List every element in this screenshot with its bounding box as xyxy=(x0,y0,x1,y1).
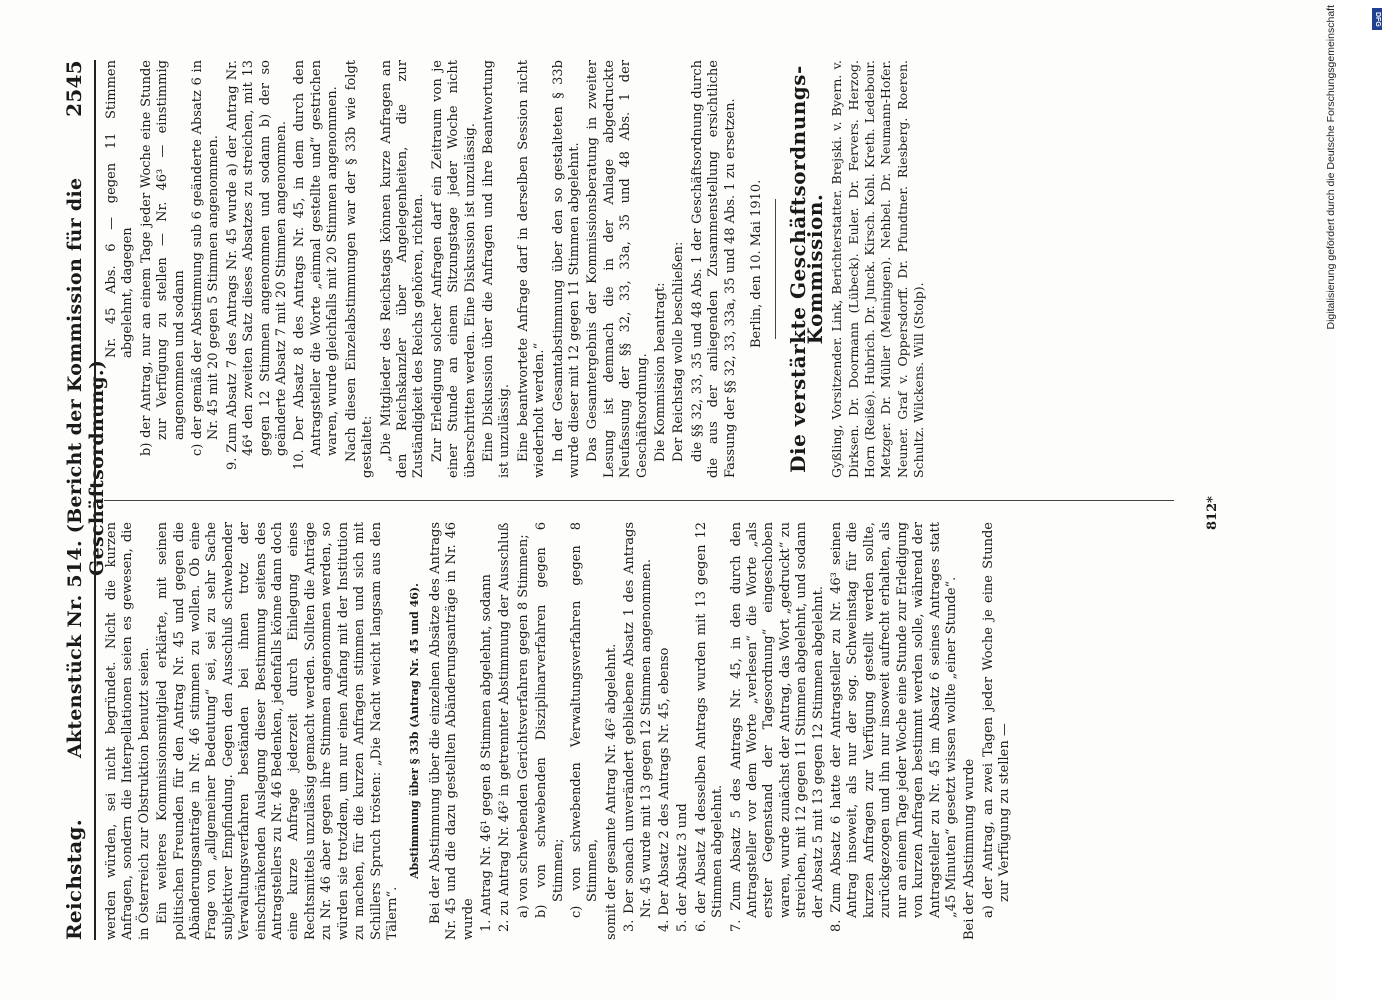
right-column-paragraph: Berlin, den 10. Mai 1910. xyxy=(749,179,765,348)
left-column-paragraph: a) von schwebenden Gerichtsverfahren gegen 8 Stimmen; xyxy=(515,534,531,918)
digitization-credit xyxy=(1325,5,1365,1000)
right-column-paragraph: Eine Diskussion über die Anfragen und ihre Beantwortung ist unzulässig. xyxy=(480,60,513,478)
footer-number: 812* xyxy=(1205,496,1220,530)
right-column-paragraph: In der Gesamtabstimmung über den so gestalteten § 33b wurde dieser mit 12 gegen 11 Stimmen abgelehnt. xyxy=(550,60,582,478)
right-column-paragraph: die §§ 32, 33, 35 und 48 Abs. 1 der Geschäftsordnung durch die aus der anliegenden Zusammenstellung ersichtliche Fassung der §§ 32, 33, 33a, 35 und 48 Abs. 1 zu ersetzen. xyxy=(689,60,738,478)
right-column-paragraph: b) der Antrag, nur an einem Tage jeder Woche eine Stunde zur Verfügung zu stellen — Nr. 46³ — einstimmig angenommen und sodann xyxy=(138,60,187,456)
left-column-paragraph: Abstimmung über § 33b (Antrag Nr. 45 und 46). xyxy=(408,583,422,879)
section-divider xyxy=(775,199,776,339)
left-column-paragraph: Bei der Abstimmung über die einzelnen Absätze des Antrags Nr. 45 und die dazu gestellten Abänderungsanträge in Nr. 46 wurde xyxy=(427,522,476,940)
page-number: 2545 xyxy=(62,60,86,117)
right-column-paragraph: Der Reichstag wolle beschließen: xyxy=(671,241,687,462)
right-column-paragraph: Das Gesamtergebnis der Kommissionsberatung in zweiter Lesung ist demnach die in der Anlage abgedruckte Neufassung der §§ 32, 33, 33a, 35 und 48 Abs. 1 der Geschäftsordnung. xyxy=(585,60,650,478)
header-left: Reichstag. xyxy=(62,818,86,940)
right-column-paragraph: 10. Der Absatz 8 des Antrags Nr. 45, in dem durch den Antragsteller die Worte „einmal gestellte und“ gestrichen waren, wurde gleichfalls mit 20 Stimmen angenommen. xyxy=(292,60,341,470)
column-divider xyxy=(104,500,1174,501)
dfg-logo: DFG xyxy=(1372,8,1382,30)
left-column-paragraph: 2. zu Antrag Nr. 46² in getrennter Abstimmung der Ausschluß xyxy=(497,522,513,932)
left-column-paragraph: 5. der Absatz 3 und xyxy=(675,803,691,932)
left-column-paragraph: somit der gesamte Antrag Nr. 46² abgelehnt. xyxy=(603,643,619,940)
right-column-paragraph: Gyßling, Vorsitzender. Link, Berichterstatter. Brejski. v. Byern. v. Dirksen. Dr. Doormann (Lübeck). Euler. Dr. Fervers. Herzog. Horn (Reiße). Hubrich. Dr. Junck. Kirsch. Kohl. Kreth. Ledebour. Metzger. Dr. Müller (Meiningen). Nehbel. Dr. Neumann-Hofer. Neuner. Graf v. Oppersdorff. Dr. Pfundtner. Riesberg. Roeren. Schultz. Wilckens. Will (Stolp). xyxy=(829,60,927,478)
header-title: Aktenstück Nr. 514. (Bericht der Kommission für die Geschäftsordnung.) xyxy=(64,177,108,759)
right-column-paragraph: Eine beantwortete Anfrage darf in derselben Session nicht wiederholt werden.“ xyxy=(515,60,548,478)
left-column-paragraph: 7. Zum Absatz 5 des Antrags Nr. 45, in den durch den Antragsteller vor dem Worte „verlesen“ die Worte „als erster Gegenstand der Tagesordnung“ eingeschoben waren, wurde zunächst der Antrag, das Wort „gedruckt“ zu streichen, mit 12 gegen 11 Stimmen abgelehnt, und sodann der Absatz 5 mit 13 gegen 12 Stimmen abgelehnt. xyxy=(728,522,826,932)
right-column-paragraph: Die verstärkte Geschäftsordnungs-Kommission. xyxy=(786,65,827,473)
right-column-paragraph: Die Kommission beantragt: xyxy=(653,282,668,462)
left-column-paragraph: a) der Antrag, an zwei Tagen jeder Woche je eine Stunde zur Verfügung zu stellen — xyxy=(980,522,1013,918)
credit-text: Digitalisierung gefördert durch die Deutsche Forschungsgemeinschaft xyxy=(1325,5,1337,330)
left-column-paragraph: 3. Der sonach unverändert gebliebene Absatz 1 des Antrags Nr. 45 wurde mit 13 gegen 12 Stimmen angenommen. xyxy=(622,522,654,932)
right-column-paragraph: Nach diesen Einzelabstimmungen war der § 33b wie folgt gestaltet: xyxy=(343,60,376,478)
right-column-paragraph: 9. Zum Absatz 7 des Antrags Nr. 45 wurde a) der Antrag Nr. 46⁴ den zweiten Satz dieses Absatzes zu streichen, mit 13 gegen 12 Stimmen angenommen und sodann b) der so geänderte Absatz 7 mit 20 Stimmen angenommen. xyxy=(224,60,290,470)
left-column xyxy=(104,522,1184,940)
left-column-paragraph: Bei der Abstimmung wurde xyxy=(962,758,978,940)
right-column-paragraph: c) der gemäß der Abstimmung sub 6 geänderte Absatz 6 in Nr. 45 mit 20 gegen 5 Stimmen angenommen. xyxy=(190,60,222,456)
left-column-paragraph: c) von schwebenden Verwaltungsverfahren gegen 8 Stimmen, xyxy=(568,522,601,918)
left-column-paragraph: werden würden, sei nicht begründet. Nicht die kurzen Anfragen, sondern die Interpellationen seien es gewesen, die in Österreich zur Obstruktion benutzt seien. xyxy=(104,522,152,940)
left-column-paragraph: 4. Der Absatz 2 des Antrags Nr. 45, ebenso xyxy=(657,647,672,932)
left-column-paragraph: Ein weiteres Kommissionsmitglied erklärte, mit seinen politischen Freunden für den Antrag Nr. 45 und gegen die Abänderungsanträge in Nr. 46 stimmen zu wollen. Ob eine Frage von „allgemeiner Bedeutung“ sei, sei zu sehr Sache subjektiver Empfindung. Gegen den Ausschluß schwebender Verwaltungsverfahren beständen bei ihnen trotz der einschränkenden Auslegung dieser Bestimmung seitens des Antragstellers zu Nr. 46 Bedenken, jedenfalls könne dann doch eine kurze Anfrage jederzeit durch Einlegung eines Rechtsmittels unzulässig gemacht werden. Sollten die Anträge zu Nr. 46 aber gegen ihre Stimmen angenommen werden, so würden sie trotzdem, um nur einen Anfang mit der Institution zu machen, für die kurzen Anfragen stimmen und sich mit Schillers Spruch trösten: „Die Nacht weicht langsam aus den Tälern“. xyxy=(155,522,400,940)
left-column-paragraph: 8. Zum Absatz 6 hatte der Antragsteller zu Nr. 46³ seinen Antrag insoweit, als nur der sog. Schweinstag für die kurzen Anfragen zur Verfügung gestellt werden sollte, zurückgezogen und ihn nur insoweit aufrecht erhalten, als nur an einem Tage jeder Woche eine Stunde zur Erledigung von kurzen Anfragen bestimmt werden solle, während der Antragsteller zu Nr. 45 im Absatz 6 seines Antrages statt „45 Minuten“ gesetzt wissen wollte „einer Stunde“. xyxy=(829,522,959,932)
left-column-paragraph: b) von schwebenden Disziplinarverfahren gegen 6 Stimmen; xyxy=(534,522,566,918)
header-rule xyxy=(94,60,96,940)
page-header xyxy=(62,60,108,940)
right-column-paragraph: „Die Mitglieder des Reichstags können kurze Anfragen an den Reichskanzler über Angelegenheiten, die zur Zuständigkeit des Reichs gehören, richten. xyxy=(378,60,427,478)
right-column xyxy=(104,60,1184,478)
right-column-paragraph: Nr. 45 Abs. 6 — gegen 11 Stimmen abgelehnt, dagegen xyxy=(104,60,136,358)
left-column-paragraph: 6. der Absatz 4 desselben Antrags wurden mit 13 gegen 12 Stimmen abgelehnt. xyxy=(693,522,726,932)
left-column-paragraph: 1. Antrag Nr. 46¹ gegen 8 Stimmen abgelehnt, sodann xyxy=(478,574,494,932)
right-column-paragraph: Zur Erledigung solcher Anfragen darf ein Zeitraum von je einer Stunde an einem Sitzungstage jeder Woche nicht überschritten werden. Eine Diskussion ist unzulässig. xyxy=(429,60,478,478)
